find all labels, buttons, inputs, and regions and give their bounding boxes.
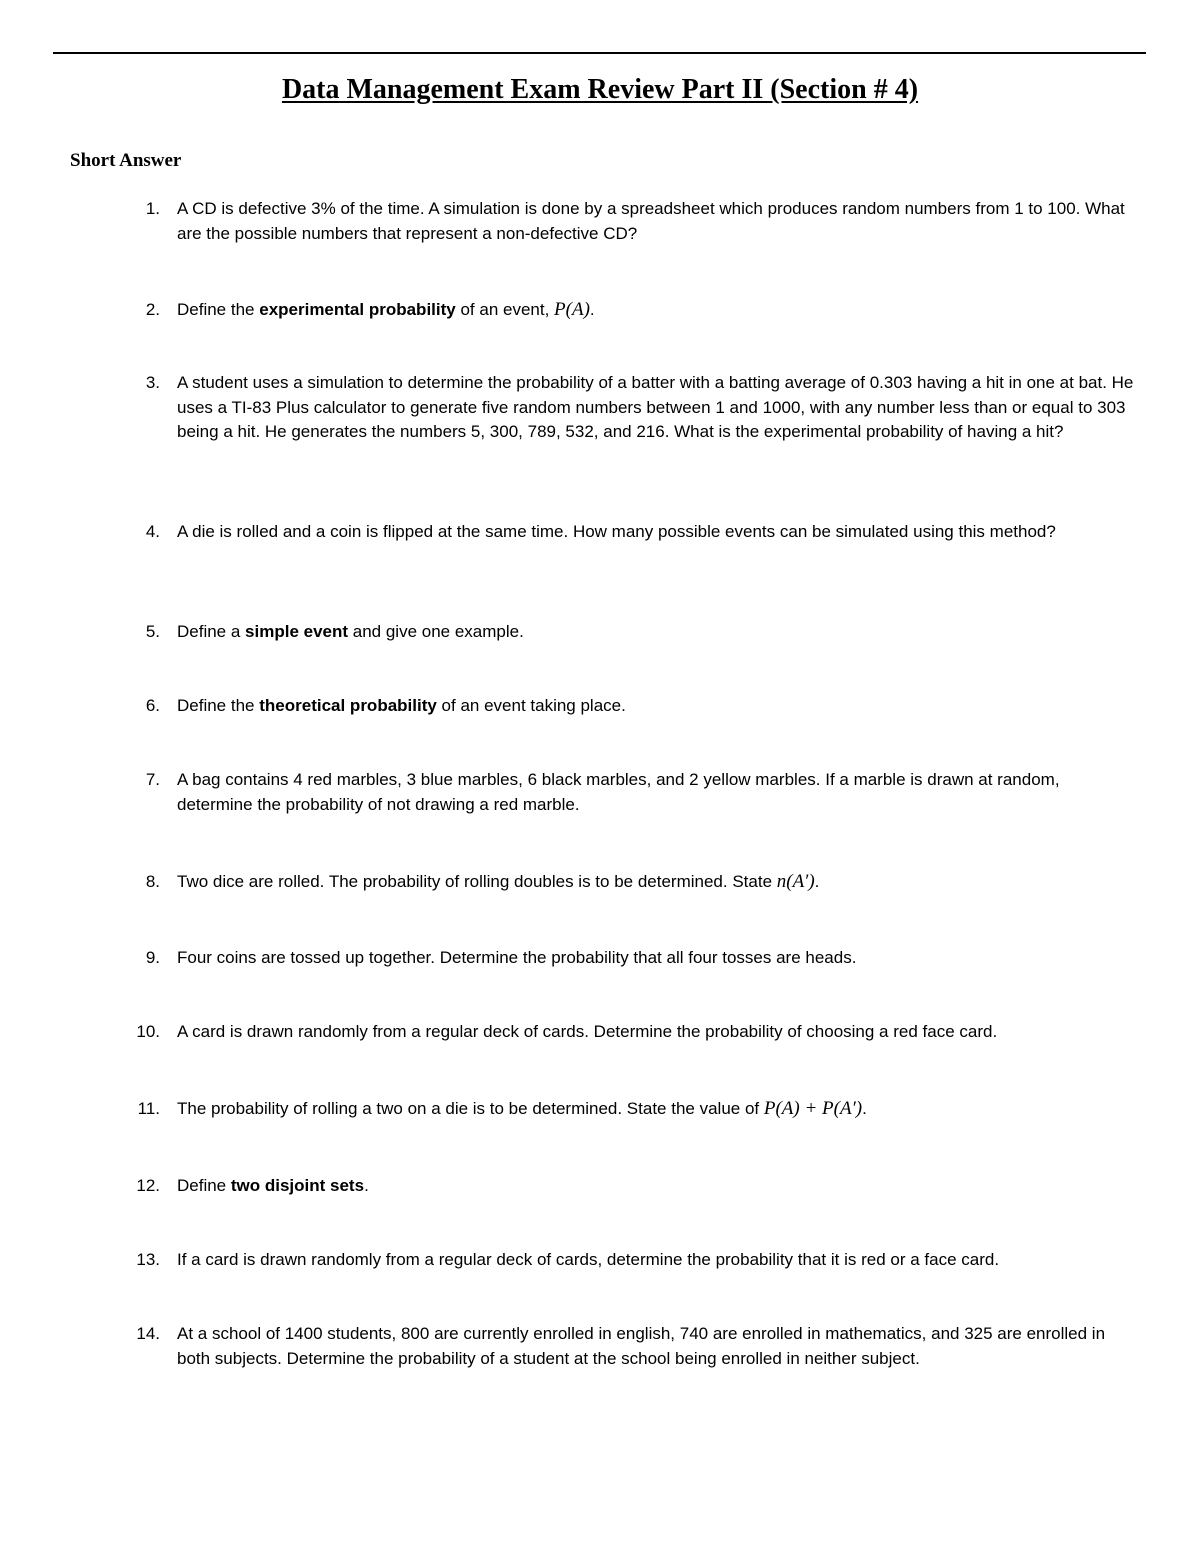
question-number: 14. <box>136 1324 160 1343</box>
question-number: 3. <box>145 373 160 392</box>
key-term: two disjoint sets <box>230 1176 365 1195</box>
question-number: 11. <box>137 1099 160 1118</box>
header-rule <box>53 52 1146 54</box>
section-heading: Short Answer <box>70 150 182 171</box>
question-number: 2. <box>145 300 160 319</box>
question-number: 10. <box>136 1022 160 1041</box>
key-term: theoretical probability <box>259 696 437 715</box>
question-text: Define the experimental probability of an event, P(A). <box>177 299 595 320</box>
question-number: 5. <box>145 622 160 641</box>
question-number: 12. <box>136 1176 160 1195</box>
question-text: A bag contains 4 red marbles, 3 blue marbles, 6 black marbles, and 2 yellow marbles. If a marble is drawn at random, determine the probability of not drawing a red marble. <box>177 770 1060 814</box>
question-number: 4. <box>145 522 160 541</box>
question-text: Four coins are tossed up together. Determine the probability that all four tosses are heads. <box>177 948 857 967</box>
key-term: experimental probability <box>259 300 456 319</box>
question-text: A die is rolled and a coin is flipped at the same time. How many possible events can be simulated using this method? <box>177 522 1056 541</box>
question-number: 6. <box>145 696 160 715</box>
question-number: 7. <box>145 770 160 789</box>
question-text: Two dice are rolled. The probability of rolling doubles is to be determined. State n(A′). <box>177 871 820 892</box>
question-text: Define two disjoint sets. <box>177 1176 369 1195</box>
question-text: A card is drawn randomly from a regular deck of cards. Determine the probability of choosing a red face card. <box>177 1022 998 1041</box>
question-text: A student uses a simulation to determine the probability of a batter with a batting average of 0.303 having a hit in one at bat. He uses a TI-83 Plus calculator to generate five random numbers between 1 and 1000, with any number less than or equal to 303 being a hit. He generates the numbers 5, 300, 789, 532, and 216. What is the experimental probability of having a hit? <box>177 373 1134 441</box>
question-number: 8. <box>145 872 160 891</box>
key-term: simple event <box>245 622 349 641</box>
question-text: A CD is defective 3% of the time. A simulation is done by a spreadsheet which produces random numbers from 1 to 100. What are the possible numbers that represent a non-defective CD? <box>177 199 1125 243</box>
question-text: At a school of 1400 students, 800 are currently enrolled in english, 740 are enrolled in mathematics, and 325 are enrolled in both subjects. Determine the probability of a student at the school being enrolled in neither subject. <box>177 1324 1106 1368</box>
question-text: The probability of rolling a two on a die is to be determined. State the value of P(A) + P(A′). <box>177 1098 867 1119</box>
math-expression: P(A) + P(A′) <box>763 1098 863 1119</box>
question-number: 13. <box>136 1250 160 1269</box>
question-text: If a card is drawn randomly from a regular deck of cards, determine the probability that it is red or a face card. <box>177 1250 1000 1269</box>
question-number: 1. <box>145 199 160 218</box>
page-title: Data Management Exam Review Part II (Section # 4) <box>281 74 919 105</box>
math-expression: P(A) <box>554 299 590 320</box>
question-number: 9. <box>145 948 160 967</box>
question-text: Define the theoretical probability of an event taking place. <box>177 696 626 715</box>
math-expression: n(A′) <box>776 871 815 892</box>
question-text: Define a simple event and give one example. <box>177 622 524 641</box>
